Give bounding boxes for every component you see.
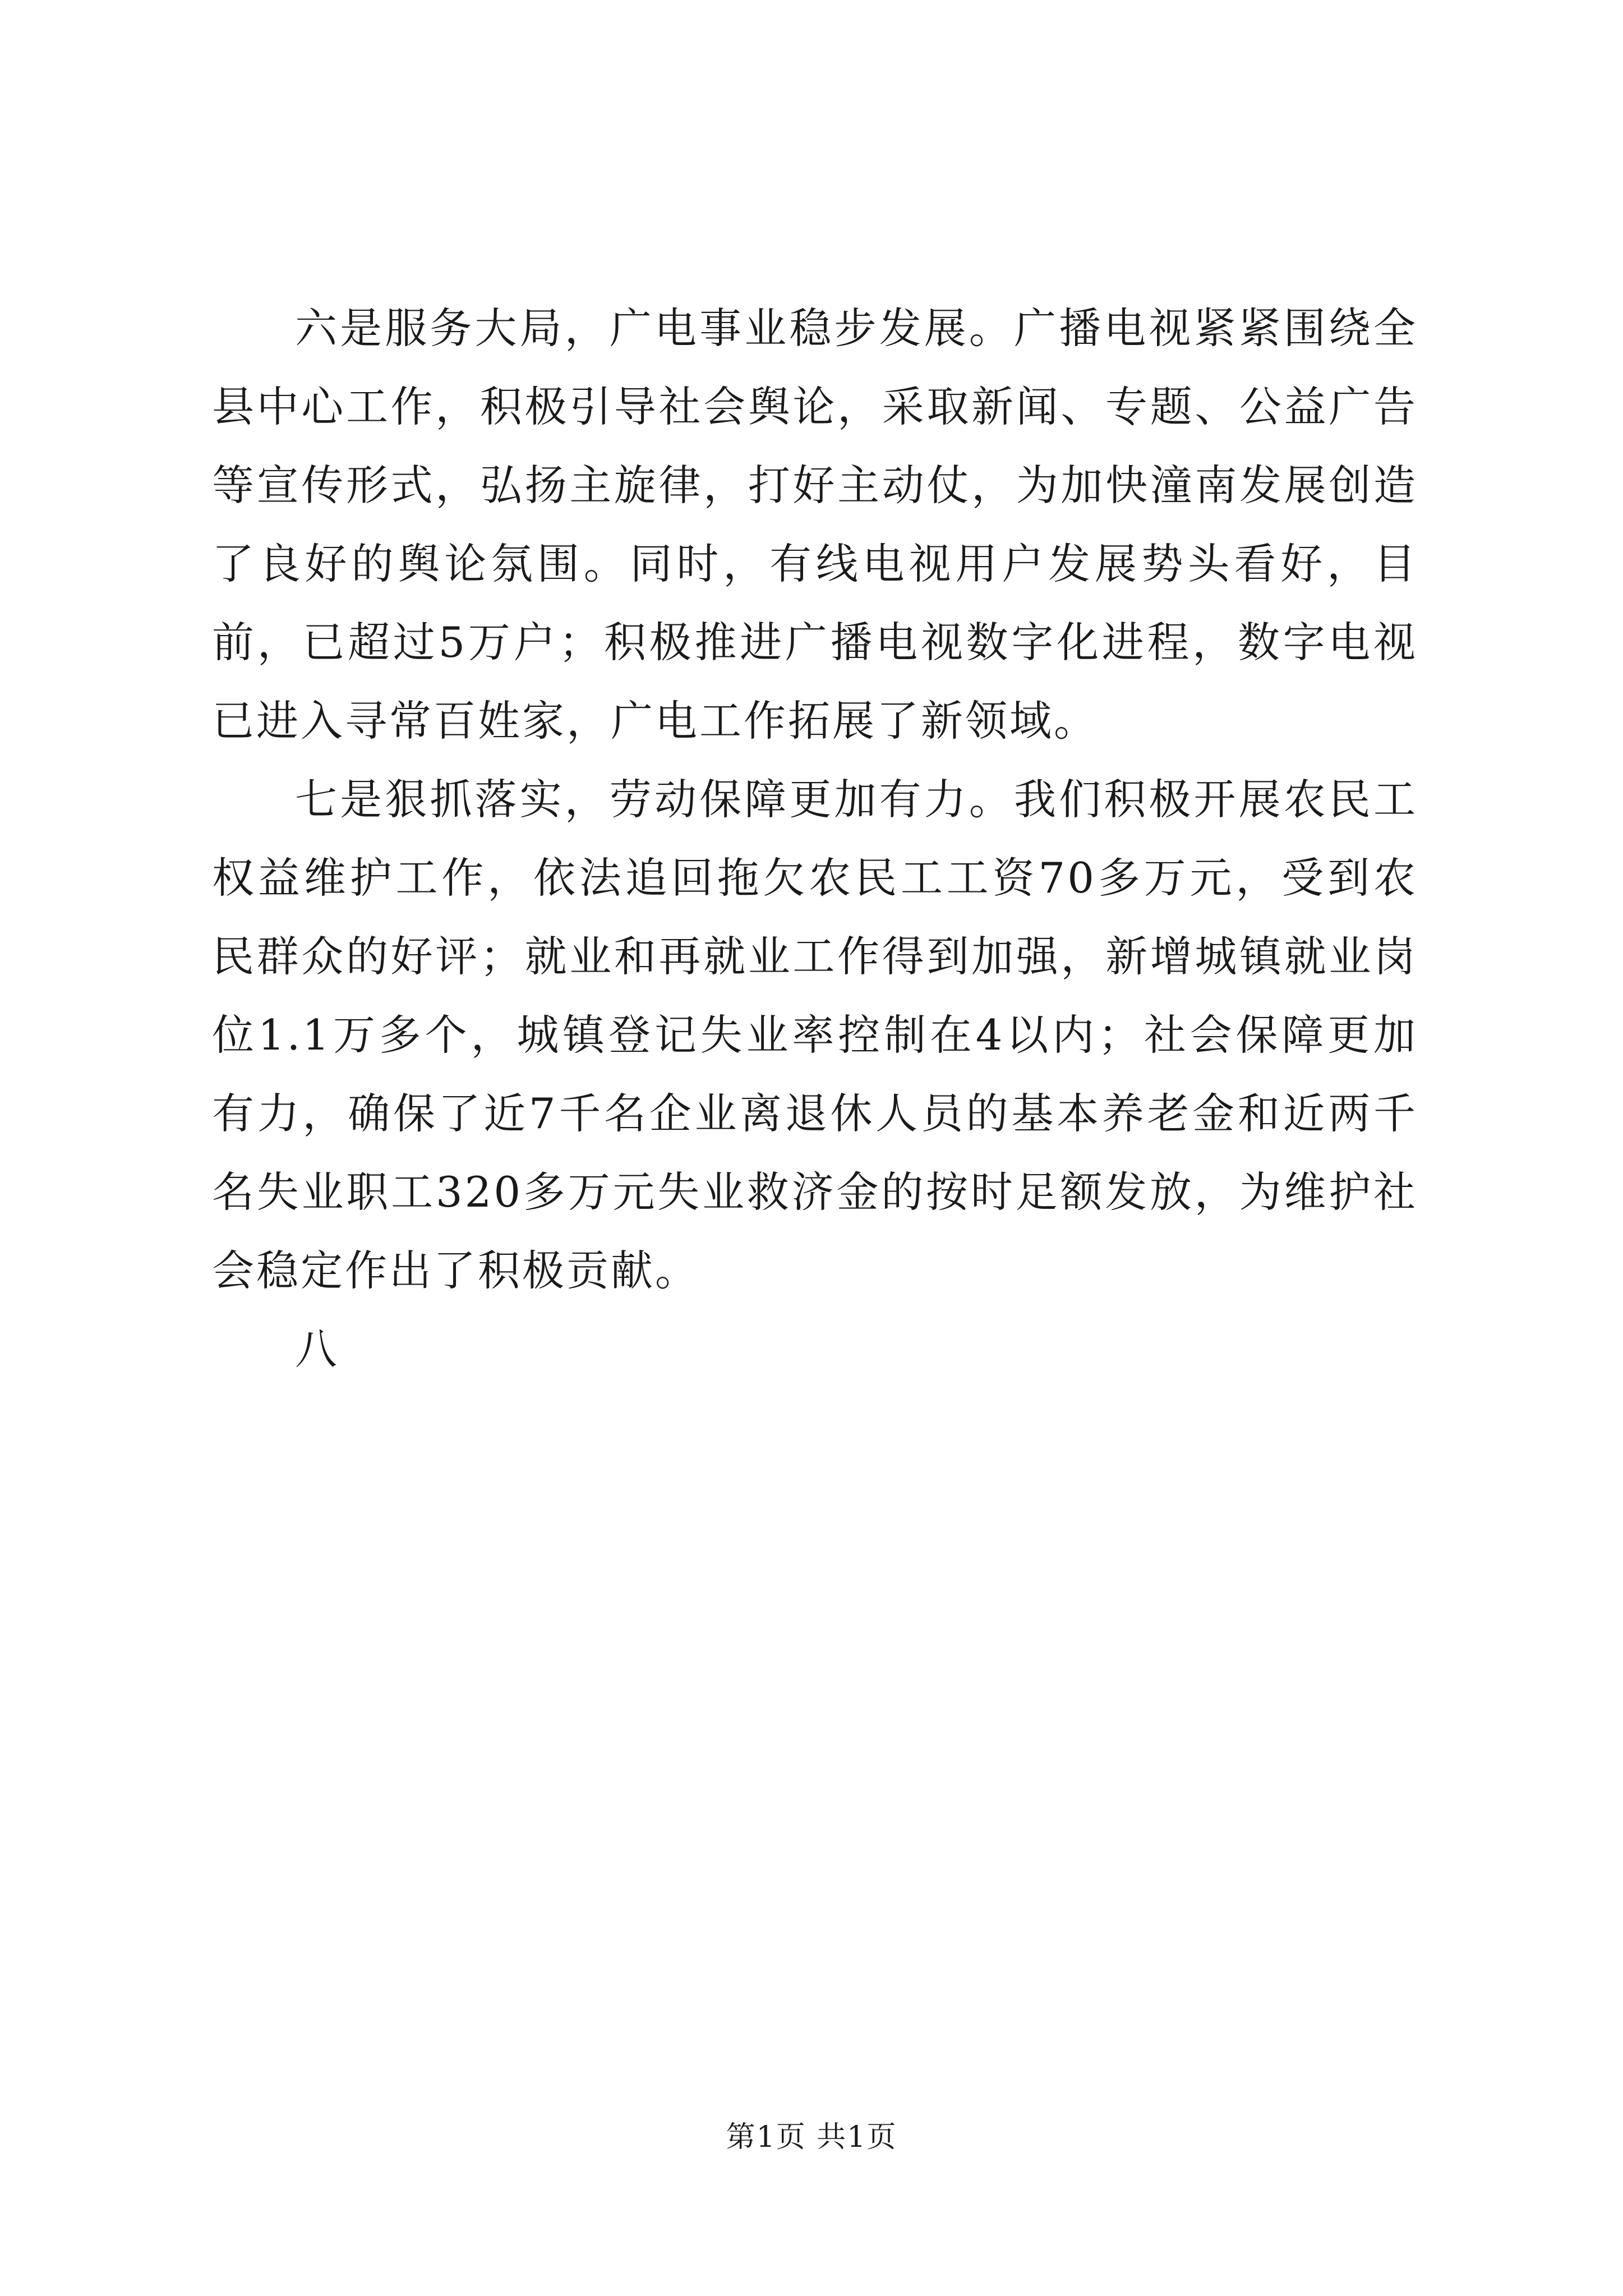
page-footer xyxy=(0,2118,1623,2157)
document-body xyxy=(212,289,1418,1388)
paragraph-eight: 八 xyxy=(295,1324,340,1374)
page-number-label: 第1页 共1页 xyxy=(726,2120,897,2154)
paragraph-six: 六是服务大局，广电事业稳步发展。广播电视紧紧围绕全县中心工作，积极引导社会舆论，采取新闻、专题、公益广告等宣传形式，弘扬主旋律，打好主动仗，为加快潼南发展创造了良好的舆论氛围。同时，有线电视用户发展势头看好，目前，已超过5万户；积极推进广播电视数字化进程，数字电视已进入寻常百姓家，广电工作拓展了新领域。 xyxy=(212,303,1418,746)
paragraph-seven: 七是狠抓落实，劳动保障更加有力。我们积极开展农民工权益维护工作，依法追回拖欠农民工工资70多万元，受到农民群众的好评；就业和再就业工作得到加强，新增城镇就业岗位1.1万多个，城镇登记失业率控制在4以内；社会保障更加有力，确保了近7千名企业离退休人员的基本养老金和近两千名失业职工320多万元失业救济金的按时足额发放，为维护社会稳定作出了积极贡献。 xyxy=(212,775,1418,1295)
